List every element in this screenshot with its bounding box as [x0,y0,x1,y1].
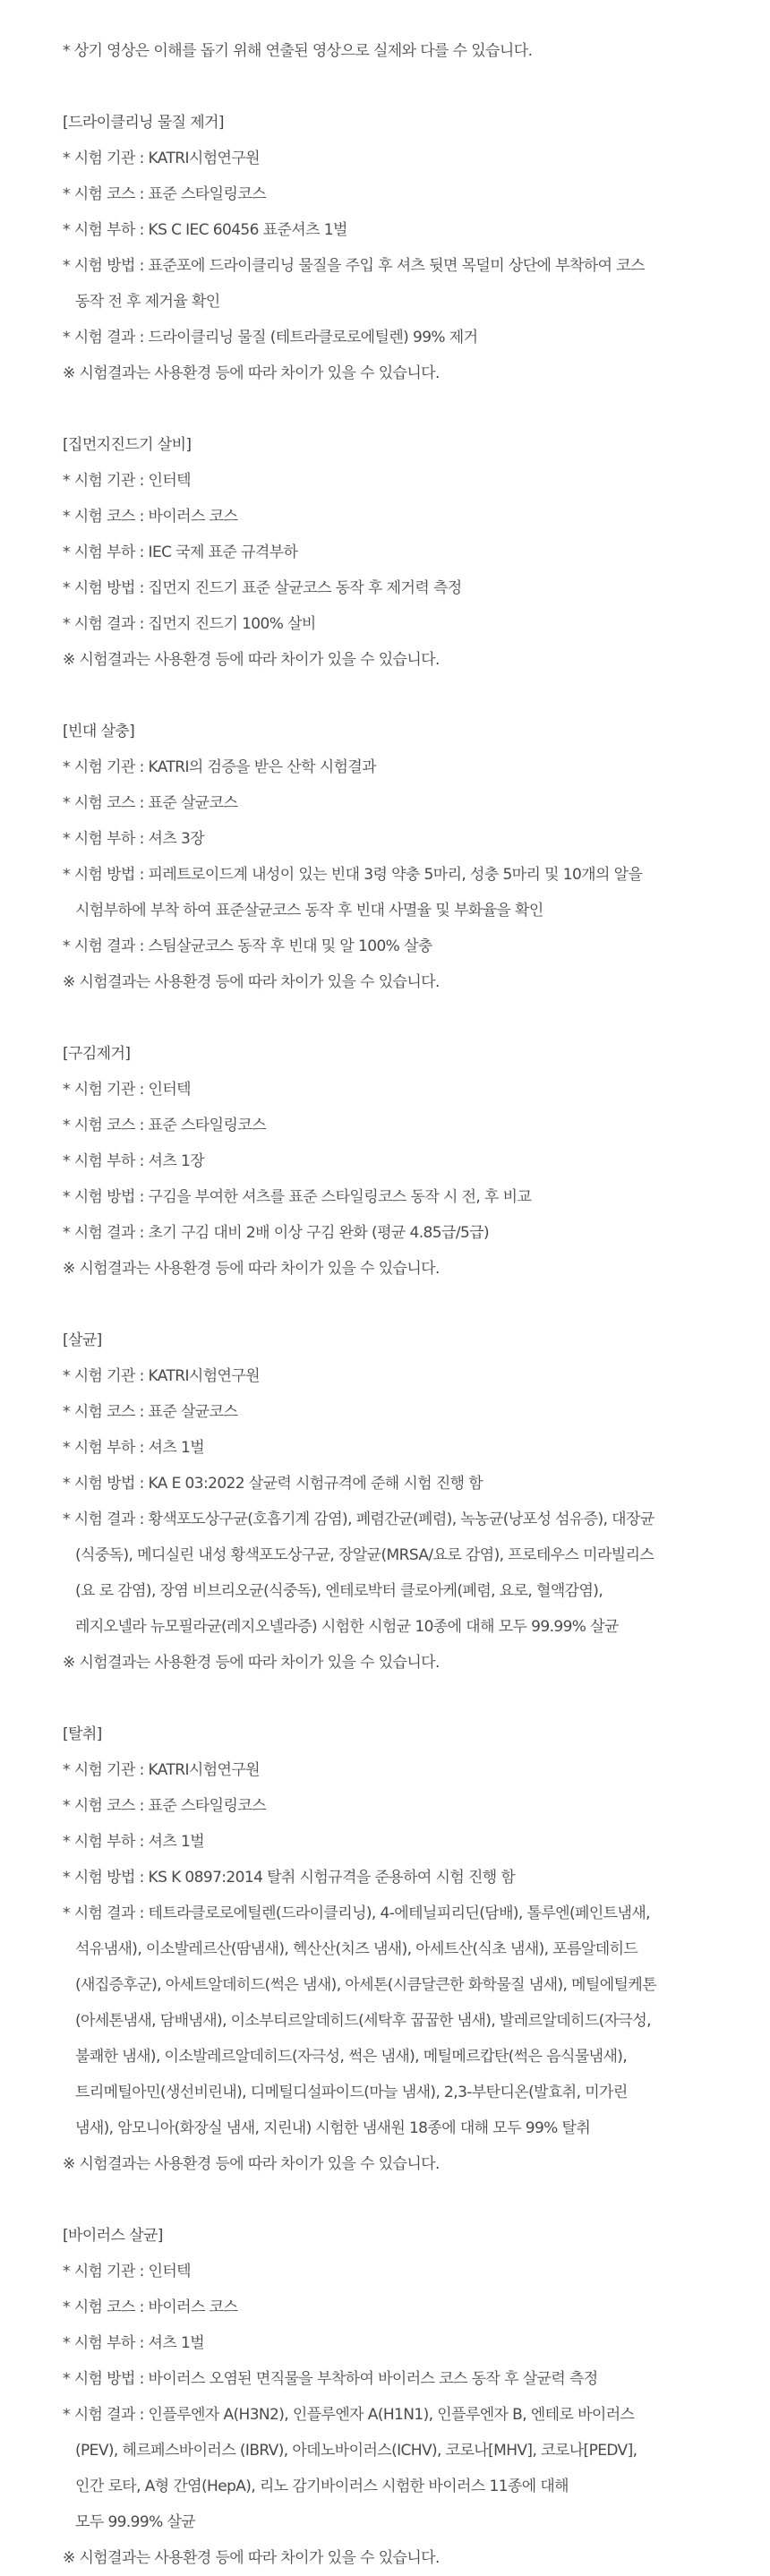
test-detail-line: 석유냄새), 이소발레르산(땀냄새), 헥산산(치즈 냄새), 아세트산(식초 냄새), 포름알데히드 [75,1940,638,1958]
section-title: [살균] [63,1331,102,1349]
section-title: [드라이클리닝 물질 제거] [63,114,224,132]
test-detail-line: (PEV), 헤르페스바이러스 (IBRV), 아데노바이러스(ICHV), 코로나[MHV], 코로나[PEDV], [75,2442,637,2460]
test-detail-line: * 시험 부하 : 셔츠 1벌 [63,1833,205,1851]
test-detail-line: * 시험 결과 : 인플루엔자 A(H3N2), 인플루엔자 A(H1N1), 인플루엔자 B, 엔테로 바이러스 [63,2406,635,2424]
result-disclaimer: ※ 시험결과는 사용환경 등에 따라 차이가 있을 수 있습니다. [63,651,440,669]
test-section [63,105,770,427]
test-detail-line: 트리메틸아민(생선비린내), 디메틸디설파이드(마늘 냄새), 2,3-부탄디온(발효취, 미가린 [75,2084,628,2101]
test-detail-line: * 시험 결과 : 초기 구김 대비 2배 이상 구김 완화 (평균 4.85급/5급) [63,1224,490,1242]
test-detail-line: (요 로 감염), 장염 비브리오균(식중독), 엔테로박터 클로아케(폐렴, 요로, 혈액감염), [75,1582,603,1600]
test-detail-line: (아세톤냄새, 담배냄새), 이소부티르알데히드(세탁후 꿉꿉한 냄새), 발레르알데히드(자극성, [75,2012,651,2030]
test-detail-line: (새집증후군), 아세트알데히드(썩은 냄새), 아세톤(시큼달큰한 화학물질 냄새), 메틸에틸케톤 [75,1976,657,1994]
test-detail-line: 레지오넬라 뉴모필라균(레지오넬라증) 시험한 시험균 10종에 대해 모두 99.99% 살균 [75,1618,619,1636]
spacer [63,391,770,427]
test-detail-line: * 시험 부하 : IEC 국제 표준 규격부하 [63,543,298,561]
test-detail-line: * 시험 코스 : 표준 스타일링코스 [63,185,266,203]
test-detail-line: (식중독), 메디실린 내성 황색포도상구균, 장알균(MRSA/요로 감염), 프로테우스 미라빌리스 [75,1546,654,1564]
test-detail-line: * 시험 결과 : 드라이클리닝 물질 (테트라클로로에틸렌) 99% 제거 [63,329,478,347]
test-detail-line: 인간 로타, A형 간염(HepA), 리노 감기바이러스 시험한 바이러스 11종에 대해 [75,2478,569,2495]
test-detail-line: * 시험 방법 : 구김을 부여한 셔츠를 표준 스타일링코스 동작 시 전, 후 비교 [63,1188,532,1206]
test-detail-line: * 시험 기관 : KATRI시험연구원 [63,150,261,167]
test-detail-line: 냄새), 암모니아(화장실 냄새, 지린내) 시험한 냄새원 18종에 대해 모두 99% 탈취 [75,2119,591,2137]
spacer [63,1681,770,1716]
test-detail-line: * 시험 코스 : 표준 스타일링코스 [63,1117,266,1134]
section-title: [구김제거] [63,1045,131,1063]
result-disclaimer: ※ 시험결과는 사용환경 등에 따라 차이가 있을 수 있습니다. [63,364,440,382]
test-detail-line: * 시험 기관 : 인터텍 [63,1081,191,1099]
test-detail-line: 시험부하에 부착 하여 표준살균코스 동작 후 빈대 사멸율 및 부화율을 확인 [75,902,543,920]
test-detail-line: * 시험 기관 : 인터텍 [63,2263,191,2281]
test-detail-line: * 시험 결과 : 집먼지 진드기 100% 살비 [63,615,316,633]
spacer [63,678,770,714]
test-detail-line: * 시험 결과 : 스팀살균코스 동작 후 빈대 및 알 100% 살충 [63,937,432,955]
spacer [63,1000,770,1036]
test-detail-line: * 시험 부하 : 셔츠 1벌 [63,1439,205,1457]
test-detail-line: * 시험 방법 : 바이러스 오염된 면직물을 부착하여 바이러스 코스 동작 후 살균력 측정 [63,2370,598,2388]
test-detail-line: * 시험 코스 : 표준 스타일링코스 [63,1797,266,1815]
test-detail-line: * 시험 부하 : KS C IEC 60456 표준셔츠 1벌 [63,221,347,239]
test-section [63,427,770,714]
test-sections [63,105,770,2576]
spacer [63,69,770,105]
test-detail-line: * 시험 기관 : KATRI의 검증을 받은 산학 시험결과 [63,758,376,776]
result-disclaimer: ※ 시험결과는 사용환경 등에 따라 차이가 있을 수 있습니다. [63,1654,440,1672]
spacer [63,1287,770,1322]
test-section [63,1716,770,2218]
test-detail-line: * 시험 방법 : KA E 03:2022 살균력 시험규격에 준해 시험 진행 함 [63,1475,483,1493]
test-detail-line: * 시험 방법 : 집먼지 진드기 표준 살균코스 동작 후 제거력 측정 [63,579,462,597]
test-detail-line: 동작 전 후 제거율 확인 [75,293,220,311]
result-disclaimer: ※ 시험결과는 사용환경 등에 따라 차이가 있을 수 있습니다. [63,973,440,991]
test-detail-line: * 시험 코스 : 표준 살균코스 [63,794,238,812]
section-title: [바이러스 살균] [63,2227,163,2245]
intro-note: * 상기 영상은 이해를 돕기 위해 연출된 영상으로 실제와 다를 수 있습니다. [63,42,533,60]
test-section [63,1322,770,1716]
section-title: [집먼지진드기 살비] [63,436,192,454]
test-detail-line: * 시험 기관 : 인터텍 [63,472,191,490]
test-detail-line: * 시험 방법 : 표준포에 드라이클리닝 물질을 주입 후 셔츠 뒷면 목덜미 상단에 부착하여 코스 [63,257,645,275]
result-disclaimer: ※ 시험결과는 사용환경 등에 따라 차이가 있을 수 있습니다. [63,2155,440,2173]
test-detail-line: * 시험 부하 : 셔츠 1장 [63,1152,205,1170]
test-detail-line: * 시험 부하 : 셔츠 1벌 [63,2334,205,2352]
test-detail-line: * 시험 부하 : 셔츠 3장 [63,830,205,848]
test-detail-line: * 시험 방법 : 피레트로이드계 내성이 있는 빈대 3령 약충 5마리, 성충 5마리 및 10개의 알을 [63,866,643,884]
test-detail-line: * 시험 코스 : 표준 살균코스 [63,1403,238,1421]
test-section [63,1036,770,1322]
result-disclaimer: ※ 시험결과는 사용환경 등에 따라 차이가 있을 수 있습니다. [63,1260,440,1278]
section-title: [탈취] [63,1725,102,1743]
test-detail-line: * 시험 코스 : 바이러스 코스 [63,2298,238,2316]
test-section [63,2218,770,2576]
section-title: [빈대 살충] [63,723,135,740]
test-detail-line: * 시험 기관 : KATRI시험연구원 [63,1367,261,1385]
test-detail-line: * 시험 결과 : 테트라클로로에틸렌(드라이클리닝), 4-에테닐피리딘(담배), 톨루엔(페인트냄새, [63,1904,650,1922]
test-detail-line: 모두 99.99% 살균 [75,2513,196,2531]
test-detail-line: 불쾌한 냄새), 이소발레르알데히드(자극성, 썩은 냄새), 메틸메르캅탄(썩은 음식물냄새), [75,2048,628,2066]
test-detail-line: * 시험 결과 : 황색포도상구균(호흡기계 감염), 폐렴간균(폐렴), 녹농균(낭포성 섬유증), 대장균 [63,1511,654,1528]
test-detail-line: * 시험 기관 : KATRI시험연구원 [63,1761,261,1779]
test-section [63,714,770,1036]
result-disclaimer: ※ 시험결과는 사용환경 등에 따라 차이가 있을 수 있습니다. [63,2549,440,2567]
spacer [63,2182,770,2218]
test-detail-line: * 시험 코스 : 바이러스 코스 [63,508,238,526]
test-detail-line: * 시험 방법 : KS K 0897:2014 탈취 시험규격을 준용하여 시험 진행 함 [63,1869,516,1887]
